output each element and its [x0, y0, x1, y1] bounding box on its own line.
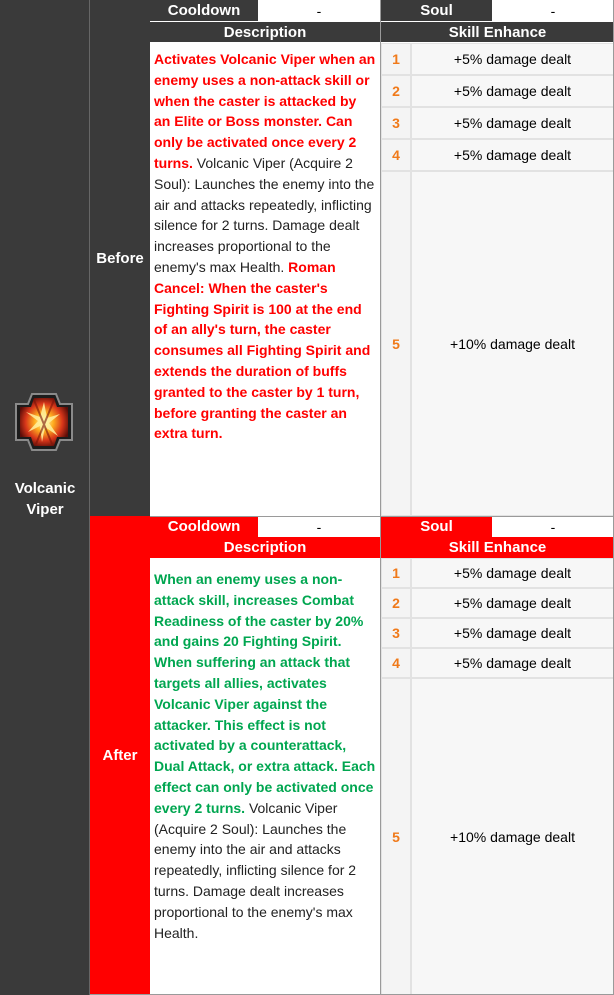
- before-enhance-text: +5% damage dealt: [411, 43, 614, 75]
- before-enhance-level: 2: [381, 75, 411, 107]
- before-enhance-text: +5% damage dealt: [411, 139, 614, 171]
- volcanic-viper-icon: [14, 392, 74, 452]
- skill-name: Volcanic Viper: [14, 480, 76, 518]
- before-enhance-text: +10% damage dealt: [411, 171, 614, 516]
- after-enhance-text: +5% damage dealt: [411, 588, 614, 618]
- before-description-highlight-1: Activates Volcanic Viper when an enemy uses a non-attack skill or when the caster is attacked by an Elite or Boss monster. Can only be activated once every 2 turns.: [154, 51, 376, 171]
- column-divider: [380, 0, 381, 995]
- before-description-highlight-2: Roman Cancel: When the caster's Fighting Spirit is 100 at the end of an ally's turn, the caster consumes all Fighting Spirit and extends the duration of buffs granted to the caster by 1 turn, before granting the caster an extra turn.: [154, 258, 371, 442]
- after-enhance-level: 3: [381, 618, 411, 648]
- after-description-header: Description: [150, 537, 380, 558]
- after-soul-value: -: [492, 516, 614, 537]
- before-cooldown-label: Cooldown: [150, 0, 258, 21]
- after-enhance-text: +10% damage dealt: [411, 678, 614, 995]
- skill-column: [0, 0, 90, 995]
- after-enhance-text: +5% damage dealt: [411, 558, 614, 588]
- after-description-body: Volcanic Viper (Acquire 2 Soul): Launches the enemy into the air and attacks repeatedly, inflicting silence for 2 turns. Damage dealt increases proportional to the enemy's max Health.: [154, 799, 357, 941]
- after-description: [150, 558, 380, 995]
- before-soul-value: -: [492, 0, 614, 21]
- before-enhance-level: 3: [381, 107, 411, 139]
- before-description-header: Description: [150, 22, 380, 42]
- after-enhance-text: +5% damage dealt: [411, 618, 614, 648]
- before-enhance-level: 5: [381, 171, 411, 516]
- after-enhance-level: 5: [381, 678, 411, 995]
- after-cooldown-label: Cooldown: [150, 516, 258, 537]
- before-enhance-text: +5% damage dealt: [411, 107, 614, 139]
- after-soul-label: Soul: [381, 516, 492, 537]
- after-cooldown-value: -: [258, 516, 380, 537]
- before-enhance-text: +5% damage dealt: [411, 75, 614, 107]
- before-enhance-level: 4: [381, 139, 411, 171]
- phase-label-after: After: [90, 516, 150, 995]
- section-divider: [150, 516, 614, 517]
- after-enhance-level: 4: [381, 648, 411, 678]
- before-description-body: Volcanic Viper (Acquire 2 Soul): Launches the enemy into the air and attacks repeatedly, inflicting silence for 2 turns. Damage dealt increases proportional to the enemy's max Health.: [154, 154, 375, 275]
- after-enhance-level: 1: [381, 558, 411, 588]
- after-enhance-level: 2: [381, 588, 411, 618]
- before-enhance-level: 1: [381, 43, 411, 75]
- after-description-highlight: When an enemy uses a non-attack skill, increases Combat Readiness of the caster by 20% and gains 20 Fighting Spirit. When suffering an attack that targets all allies, activates Volcanic Viper against the attacker. This effect is not activated by a counterattack, Dual Attack, or extra attack. Each effect can only be activated once every 2 turns.: [154, 571, 376, 816]
- after-enhance-header: Skill Enhance: [381, 537, 614, 558]
- before-enhance-header: Skill Enhance: [381, 22, 614, 42]
- after-enhance-text: +5% damage dealt: [411, 648, 614, 678]
- before-cooldown-value: -: [258, 0, 380, 21]
- phase-label-before: Before: [90, 0, 150, 516]
- before-description: [150, 43, 380, 516]
- before-soul-label: Soul: [381, 0, 492, 21]
